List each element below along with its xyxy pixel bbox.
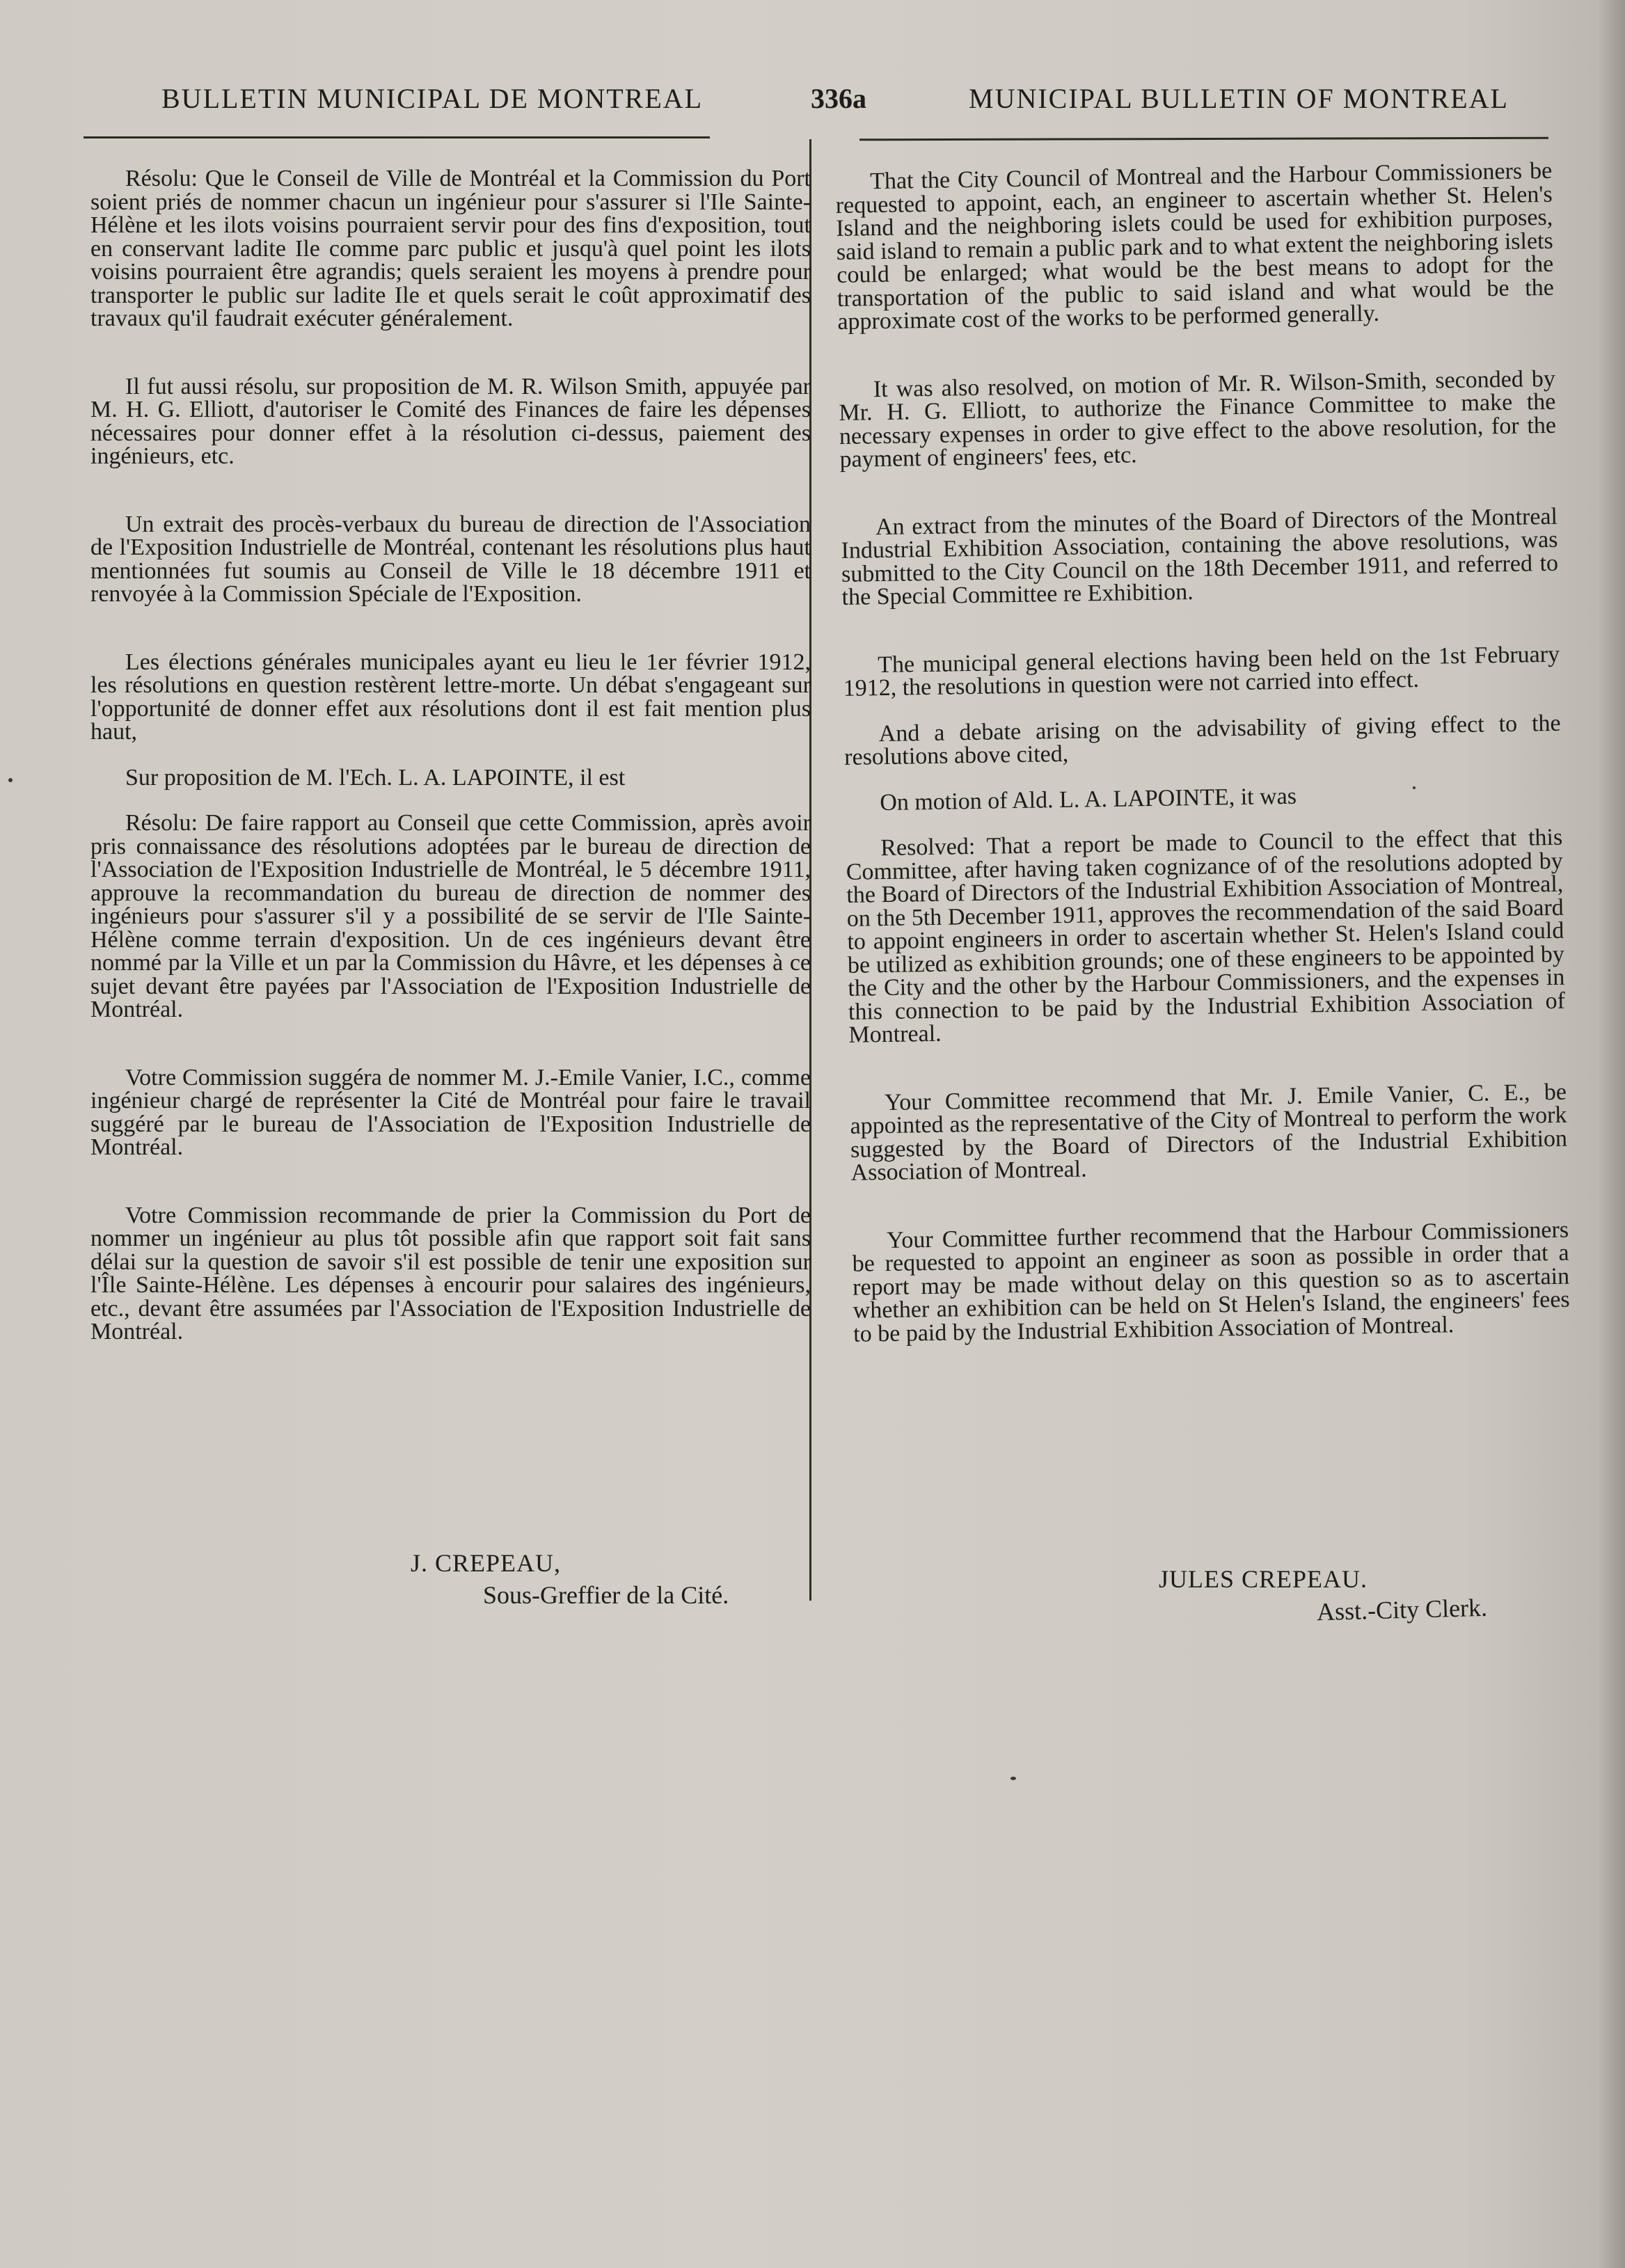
english-paragraph: Your Committee further recommend that the Harbour Commissioners be requested to appoint an engineer as soon as possible in order that a report may be made without delay on this question so as to ascertain whether an exhibition can be held on St Helen's Island, the engineers' fees to be paid by the Industrial Exhibition Association of Montreal.	[852, 1216, 1570, 1347]
paper-speck	[1010, 1777, 1016, 1780]
english-signature-name: JULES CREPEAU.	[1159, 1565, 1368, 1593]
page-number: 336a	[811, 83, 866, 114]
french-paragraph: Votre Commission suggéra de nommer M. J.-Emile Vanier, I.C., comme ingénieur chargé de représenter la Cité de Montréal pour faire le travail suggéré par le bureau de l'Association de l'Exposition Industrielle de Montréal.	[90, 1064, 811, 1160]
french-paragraph: Il fut aussi résolu, sur proposition de M. R. Wilson Smith, appuyée par M. H. G. Elliott, d'autoriser le Comité des Finances de faire les dépenses nécessaires pour donner effet à la résolution ci-dessus, paiement des ingénieurs, etc.	[90, 373, 811, 469]
english-paragraph: Your Committee recommend that Mr. J. Emile Vanier, C. E., be appointed as the representative of the City of Montreal to perform the work suggested by the Board of Directors of the Industrial Exhibition Association of Montreal.	[850, 1079, 1568, 1186]
french-paragraph: Sur proposition de M. l'Ech. L. A. LAPOINTE, il est	[125, 764, 626, 791]
header-rule-right	[859, 137, 1548, 141]
header-french-title: BULLETIN MUNICIPAL DE MONTREAL	[161, 83, 704, 114]
french-signature-title: Sous-Greffier de la Cité.	[483, 1581, 729, 1609]
english-paragraph: It was also resolved, on motion of Mr. R. Wilson-Smith, seconded by Mr. H. G. Elliott, to authorize the Finance Committee to make the necessary expenses in order to give effect to the above resolution, for the payment of engineers' fees, etc.	[839, 365, 1557, 473]
french-signature-name: J. CREPEAU,	[411, 1549, 562, 1577]
page-edge-shadow	[1597, 0, 1625, 2268]
english-paragraph: The municipal general elections having been held on the 1st February 1912, the resolutions in question were not carried into effect.	[843, 641, 1560, 701]
header-english-title: MUNICIPAL BULLETIN OF MONTREAL	[969, 83, 1509, 114]
english-paragraph: And a debate arising on the advisability of giving effect to the resolutions above cited,	[843, 710, 1561, 770]
french-paragraph: Les élections générales municipales ayant eu lieu le 1er février 1912, les résolutions en question restèrent lettre-morte. Un débat s'engageant sur l'opportunité de donner effet aux résolutions dont il est fait mention plus haut,	[90, 649, 811, 745]
english-signature-title: Asst.-City Clerk.	[1316, 1593, 1488, 1626]
french-paragraph: Résolu: De faire rapport au Conseil que cette Commission, après avoir pris connaissance des résolutions adoptées par le bureau de direction de l'Association de l'Exposition Industrielle de Montréal, le 5 décembre 1911, approuve la recommandation du bureau de direction de nommer des ingénieurs pour s'assurer s'il y a possibilité de se servir de l'Ile Sainte-Hélène comme terrain d'exposition. Un de ces ingénieurs devant être nommé par la Ville et un par la Commission du Hâvre, et les dépenses à ce sujet devant être payées par l'Association de l'Exposition Industrielle de Montréal.	[90, 810, 811, 1022]
english-column	[835, 159, 1571, 1390]
header-rule-left	[84, 136, 710, 138]
paper-speck	[1413, 786, 1416, 789]
english-paragraph: On motion of Ald. L. A. LAPOINTE, it was	[879, 783, 1297, 816]
french-column	[90, 167, 811, 1388]
english-paragraph: That the City Council of Montreal and the Harbour Commissioners be requested to appoint, each, an engineer to ascertain whether St. Helen's Island and the neighboring islets could be used for exhibition purposes, said island to remain a public park and to what extent the neighboring islets could be enlarged; what would be the best means to adopt for the transportation of the public to said island and what would be the approximate cost of the works to be performed generally.	[835, 157, 1555, 335]
french-paragraph: Résolu: Que le Conseil de Ville de Montréal et la Commission du Port soient priés de nommer chacun un ingénieur pour s'assurer si l'Ile Sainte-Hélène et les ilots voisins pourraient servir pour des fins d'exposition, tout en conservant ladite Ile comme parc public et jusqu'à quel point les ilots voisins pourraient être agrandis; quels seraient les moyens à prendre pour transporter le public sur ladite Ile et quels serait le coût approximatif des travaux qu'il faudrait exécuter généralement.	[90, 166, 811, 331]
french-paragraph: Un extrait des procès-verbaux du bureau de direction de l'Association de l'Exposition Industrielle de Montréal, contenant les résolutions plus haut mentionnées fut soumis au Conseil de Ville le 18 décembre 1911 et renvoyée à la Commission Spéciale de l'Exposition.	[90, 511, 811, 607]
paper-speck	[8, 778, 13, 782]
english-paragraph: Resolved: That a report be made to Council to the effect that this Committee, after having taken cognizance of of the resolutions adopted by the Board of Directors of the Industrial Exhibition Association of Montreal, on the 5th December 1911, approves the recommendation of the said Board to appoint engineers in order to ascertain whether St. Helen's Island could be utilized as exhibition grounds; one of these engineers to be appointed by the City and the other by the Harbour Commissioners, and the expenses in this connection to be paid by the Industrial Exhibition Association of Montreal.	[846, 824, 1566, 1048]
french-paragraph: Votre Commission recommande de prier la Commission du Port de nommer un ingénieur au plus tôt possible afin que rapport soit fait sans délai sur la question de savoir s'il est possible de tenir une exposition sur l'Île Sainte-Hélène. Les dépenses à encourir pour salaires des ingénieurs, etc., devant être assumées par l'Association de l'Exposition Industrielle de Montréal.	[90, 1202, 811, 1345]
english-paragraph: An extract from the minutes of the Board of Directors of the Montreal Industrial Exhibition Association, containing the above resolutions, was submitted to the City Council on the 18th December 1911, and referred to the Special Committee re Exhibition.	[841, 503, 1559, 610]
